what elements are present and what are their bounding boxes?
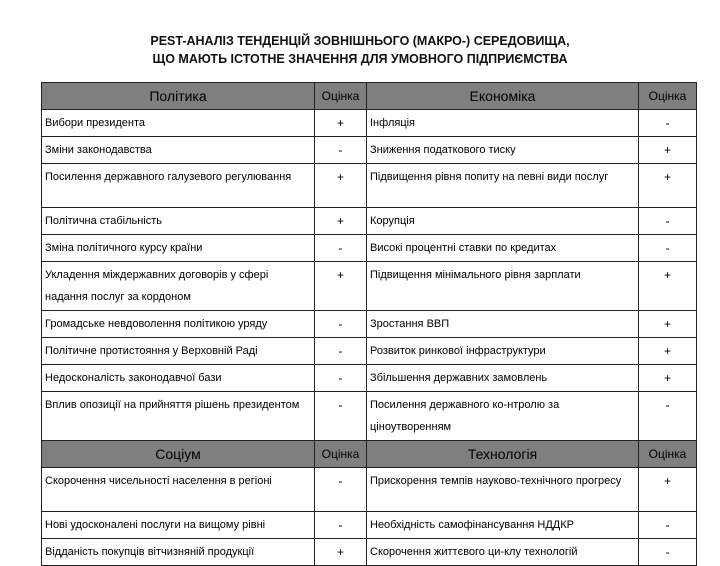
politics-score: - <box>315 235 367 262</box>
technology-factor: Прискорення темпів науково-технічного прогресу <box>367 468 639 512</box>
economy-score: + <box>639 365 697 392</box>
table-row <box>42 468 697 512</box>
society-factor: Відданість покупців вітчизняній продукції <box>42 539 315 566</box>
politics-score: - <box>315 311 367 338</box>
economy-score: + <box>639 262 697 311</box>
politics-score: + <box>315 164 367 208</box>
table-row <box>42 137 697 164</box>
economy-factor: Розвиток ринкової інфраструктури <box>367 338 639 365</box>
economy-score: - <box>639 392 697 441</box>
table-row <box>42 208 697 235</box>
politics-score: - <box>315 392 367 441</box>
technology-score: + <box>639 468 697 512</box>
header-economy: Економіка <box>367 83 639 110</box>
economy-score: - <box>639 235 697 262</box>
technology-score: - <box>639 539 697 566</box>
header-society-score: Оцінка <box>315 441 367 468</box>
politics-score: - <box>315 137 367 164</box>
title-line-2: ЩО МАЮТЬ ІСТОТНЕ ЗНАЧЕННЯ ДЛЯ УМОВНОГО ПІДПРИЄМСТВА <box>152 52 568 66</box>
economy-score: + <box>639 137 697 164</box>
society-score: - <box>315 468 367 512</box>
table-row <box>42 365 697 392</box>
society-factor: Скорочення чисельності населення в регіоні <box>42 468 315 512</box>
title-line-1: PEST-АНАЛІЗ ТЕНДЕНЦІЙ ЗОВНІШНЬОГО (МАКРО-) СЕРЕДОВИЩА, <box>150 34 570 48</box>
header-economy-score: Оцінка <box>639 83 697 110</box>
economy-score: + <box>639 311 697 338</box>
politics-factor: Зміна політичного курсу країни <box>42 235 315 262</box>
politics-factor: Зміни законодавства <box>42 137 315 164</box>
politics-factor: Громадське невдоволення політикою уряду <box>42 311 315 338</box>
society-factor: Нові удосконалені послуги на вищому рівні <box>42 512 315 539</box>
politics-factor: Недосконалість законодавчої бази <box>42 365 315 392</box>
table-row <box>42 539 697 566</box>
page-title <box>0 32 720 68</box>
header-politics-score: Оцінка <box>315 83 367 110</box>
economy-factor: Збільшення державних замовлень <box>367 365 639 392</box>
economy-factor: Підвищення мінімального рівня зарплати <box>367 262 639 311</box>
economy-factor: Зниження податкового тиску <box>367 137 639 164</box>
table-row <box>42 338 697 365</box>
table-row <box>42 512 697 539</box>
technology-factor: Скорочення життєвого ци-клу технологій <box>367 539 639 566</box>
header-technology: Технологія <box>367 441 639 468</box>
header-row-politics-economy <box>42 83 697 110</box>
header-row-society-technology <box>42 441 697 468</box>
economy-score: - <box>639 208 697 235</box>
economy-factor: Зростання ВВП <box>367 311 639 338</box>
economy-score: - <box>639 110 697 137</box>
politics-score: + <box>315 110 367 137</box>
table-row <box>42 235 697 262</box>
table-row <box>42 164 697 208</box>
table-row <box>42 262 697 311</box>
table-row <box>42 110 697 137</box>
pest-table <box>41 82 697 566</box>
economy-factor: Інфляція <box>367 110 639 137</box>
economy-factor: Корупція <box>367 208 639 235</box>
economy-factor: Посилення державного ко-нтролю за ціноутворенням <box>367 392 639 441</box>
technology-score: - <box>639 512 697 539</box>
economy-factor: Високі процентні ставки по кредитах <box>367 235 639 262</box>
politics-score: + <box>315 208 367 235</box>
politics-factor: Політична стабільність <box>42 208 315 235</box>
politics-factor: Укладення міждержавних договорів у сфері надання послуг за кордоном <box>42 262 315 311</box>
economy-factor: Підвищення рівня попиту на певні види послуг <box>367 164 639 208</box>
technology-factor: Необхідність самофінансування НДДКР <box>367 512 639 539</box>
politics-score: - <box>315 365 367 392</box>
header-technology-score: Оцінка <box>639 441 697 468</box>
politics-score: - <box>315 338 367 365</box>
politics-factor: Посилення державного галузевого регулювання <box>42 164 315 208</box>
politics-score: + <box>315 262 367 311</box>
economy-score: + <box>639 338 697 365</box>
politics-factor: Вибори президента <box>42 110 315 137</box>
table-row <box>42 392 697 441</box>
society-score: + <box>315 539 367 566</box>
economy-score: + <box>639 164 697 208</box>
header-politics: Політика <box>42 83 315 110</box>
table-row <box>42 311 697 338</box>
politics-factor: Вплив опозиції на прийняття рішень президентом <box>42 392 315 441</box>
society-score: - <box>315 512 367 539</box>
header-society: Соціум <box>42 441 315 468</box>
politics-factor: Політичне протистояння у Верховній Раді <box>42 338 315 365</box>
